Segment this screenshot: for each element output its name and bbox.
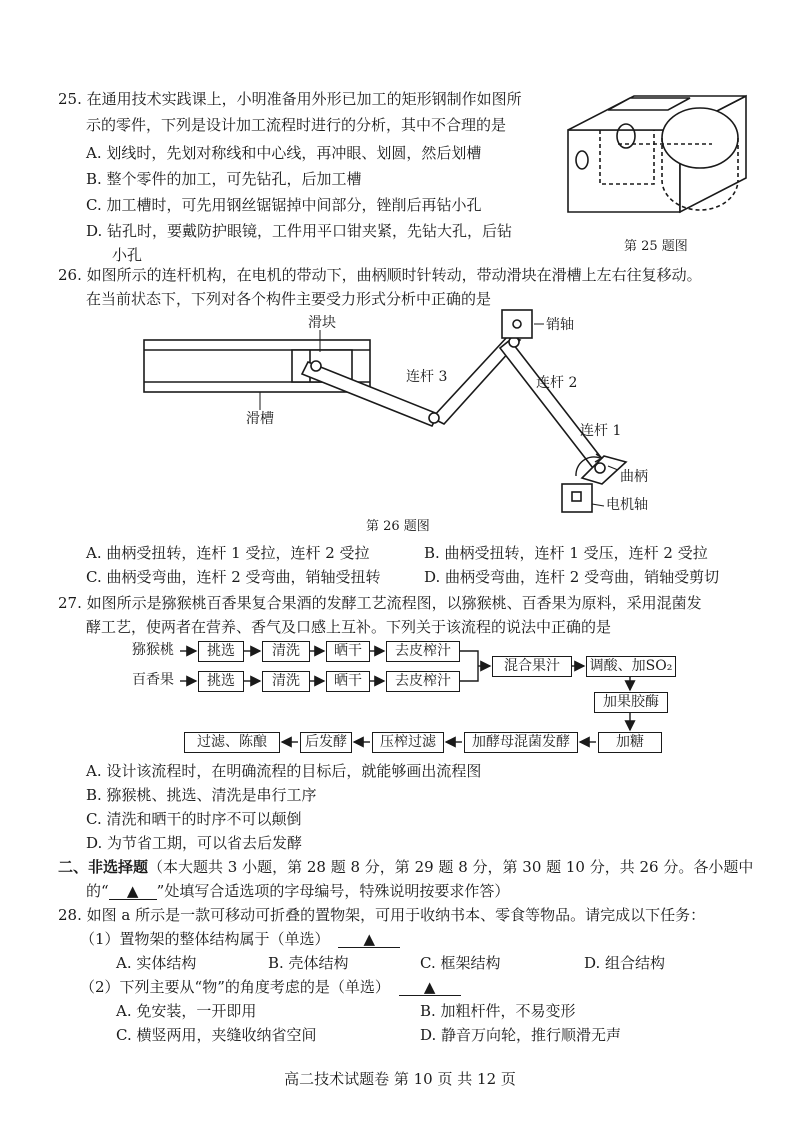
- q27-flow-kiwi: 猕猴桃: [132, 642, 174, 658]
- section2-title: 二、非选择题: [58, 858, 149, 876]
- q27-flow-pectinase: 加果胶酶: [594, 692, 668, 713]
- q28-sub2-question: （2）下列主要从“物”的角度考虑的是（单选）: [80, 978, 390, 996]
- section2-desc-open: 的“: [86, 882, 109, 900]
- section2-desc-close: ”处填写合适选项的字母编号，特殊说明按要求作答）: [156, 882, 510, 900]
- q26-stem-line2: 在当前状态下，下列对各个构件主要受力形式分析中正确的是: [86, 290, 492, 308]
- q27-flow-filter: 过滤、陈酿: [184, 732, 280, 753]
- q27-flow-post: 后发酵: [300, 732, 352, 753]
- q27-flow-dry-1: 晒干: [326, 641, 370, 662]
- q27-flow-dry-2: 晒干: [326, 671, 370, 692]
- q27-flow-yeast: 加酵母混菌发酵: [464, 732, 578, 753]
- q28-sub1-line: [80, 932, 400, 948]
- q27-option-d: D. 为节省工期，可以省去后发酵: [86, 834, 303, 852]
- q28-sub2-answer-blank[interactable]: ▲: [399, 980, 461, 996]
- q25-option-d-line1: D. 钻孔时，要戴防护眼镜，工件用平口钳夹紧，先钻大孔，后钻: [86, 222, 513, 240]
- q28-sub1-answer-blank[interactable]: ▲: [338, 932, 400, 948]
- q27-flow-sugar: 加糖: [598, 732, 662, 753]
- q28-sub1-option-d: D. 组合结构: [584, 954, 666, 972]
- q27-flow-acid: 调酸、加SO₂: [586, 656, 676, 677]
- q27-flow-peel-1: 去皮榨汁: [386, 641, 460, 662]
- q27-flow-wash-1: 清洗: [262, 641, 310, 662]
- q28-sub1-option-b: B. 壳体结构: [268, 954, 349, 972]
- q27-option-b: B. 猕猴桃、挑选、清洗是串行工序: [86, 786, 317, 804]
- q26-option-d: D. 曲柄受弯曲，连杆 2 受弯曲，销轴受剪切: [424, 568, 720, 586]
- q26-label-slider: 滑块: [308, 315, 336, 331]
- q25-option-a: A. 划线时，先划对称线和中心线，再冲眼、划圆，然后划槽: [86, 144, 482, 162]
- q26-label-motor-shaft: 电机轴: [606, 497, 648, 513]
- q28-sub2-option-d: D. 静音万向轮，推行顺滑无声: [420, 1026, 622, 1044]
- q25-figure-caption: 第 25 题图: [624, 239, 688, 254]
- q25-stem-line1: 25. 在通用技术实践课上，小明准备用外形已加工的矩形钢制作如图所: [58, 90, 522, 108]
- q26-figure-caption: 第 26 题图: [366, 519, 430, 534]
- q25-option-b: B. 整个零件的加工，可先钻孔，后加工槽: [86, 170, 362, 188]
- q27-flow-mix: 混合果汁: [492, 656, 572, 677]
- q27-flow-passion: 百香果: [132, 672, 174, 688]
- q27-option-a: A. 设计该流程时，在明确流程的目标后，就能够画出流程图: [86, 762, 482, 780]
- q25-option-d-line2: 小孔: [112, 246, 143, 264]
- q26-label-rod1: 连杆 1: [580, 423, 622, 439]
- q27-flow-select-1: 挑选: [198, 641, 244, 662]
- q26-option-a: A. 曲柄受扭转，连杆 1 受拉，连杆 2 受拉: [86, 544, 370, 562]
- q28-sub2-option-c: C. 横竖两用，夹缝收纳省空间: [116, 1026, 317, 1044]
- q25-option-c: C. 加工槽时，可先用钢丝锯锯掉中间部分，锉削后再钻小孔: [86, 196, 482, 214]
- q27-flow-press: 压榨过滤: [372, 732, 444, 753]
- answer-blank-sample: ▲: [109, 884, 157, 900]
- q27-flow-select-2: 挑选: [198, 671, 244, 692]
- q28-sub1-question: （1）置物架的整体结构属于（单选）: [80, 930, 330, 948]
- q26-option-c: C. 曲柄受弯曲，连杆 2 受弯曲，销轴受扭转: [86, 568, 381, 586]
- q26-label-rod3: 连杆 3: [406, 369, 448, 385]
- page-footer: 高二技术试题卷 第 10 页 共 12 页: [284, 1070, 516, 1088]
- q27-stem-line2: 酵工艺，使两者在营养、香气及口感上互补。下列关于该流程的说法中正确的是: [86, 618, 612, 636]
- q28-stem-line1: 28. 如图 a 所示是一款可移动可折叠的置物架，可用于收纳书本、零食等物品。请完成以下任务：: [58, 906, 706, 924]
- section2-desc-line1: （本大题共 3 小题，第 28 题 8 分，第 29 题 8 分，第 30 题 10 分，共 26 分。各小题中: [148, 858, 754, 876]
- q28-sub2-option-a: A. 免安装，一开即用: [116, 1002, 257, 1020]
- q26-label-pin: 销轴: [546, 317, 574, 333]
- q28-sub2-option-b: B. 加粗杆件，不易变形: [420, 1002, 576, 1020]
- q27-flow-wash-2: 清洗: [262, 671, 310, 692]
- q27-stem-line1: 27. 如图所示是猕猴桃百香果复合果酒的发酵工艺流程图，以猕猴桃、百香果为原料，采用混菌发: [58, 594, 702, 612]
- q26-label-rod2: 连杆 2: [536, 375, 578, 391]
- section2-heading: [58, 860, 753, 875]
- q25-stem-line2: 示的零件，下列是设计加工流程时进行的分析，其中不合理的是: [86, 116, 507, 134]
- section2-desc-line2: [86, 884, 509, 900]
- q26-label-crank: 曲柄: [620, 469, 648, 485]
- q27-option-c: C. 清洗和晒干的时序不可以颠倒: [86, 810, 302, 828]
- q28-sub1-option-c: C. 框架结构: [420, 954, 501, 972]
- q26-label-slot: 滑槽: [246, 411, 274, 427]
- q26-stem-line1: 26. 如图所示的连杆机构，在电机的带动下，曲柄顺时针转动，带动滑块在滑槽上左右往复移动。: [58, 266, 702, 284]
- q27-flow-peel-2: 去皮榨汁: [386, 671, 460, 692]
- q28-sub1-option-a: A. 实体结构: [116, 954, 197, 972]
- q28-sub2-line: [80, 980, 461, 996]
- q26-option-b: B. 曲柄受扭转，连杆 1 受压，连杆 2 受拉: [424, 544, 708, 562]
